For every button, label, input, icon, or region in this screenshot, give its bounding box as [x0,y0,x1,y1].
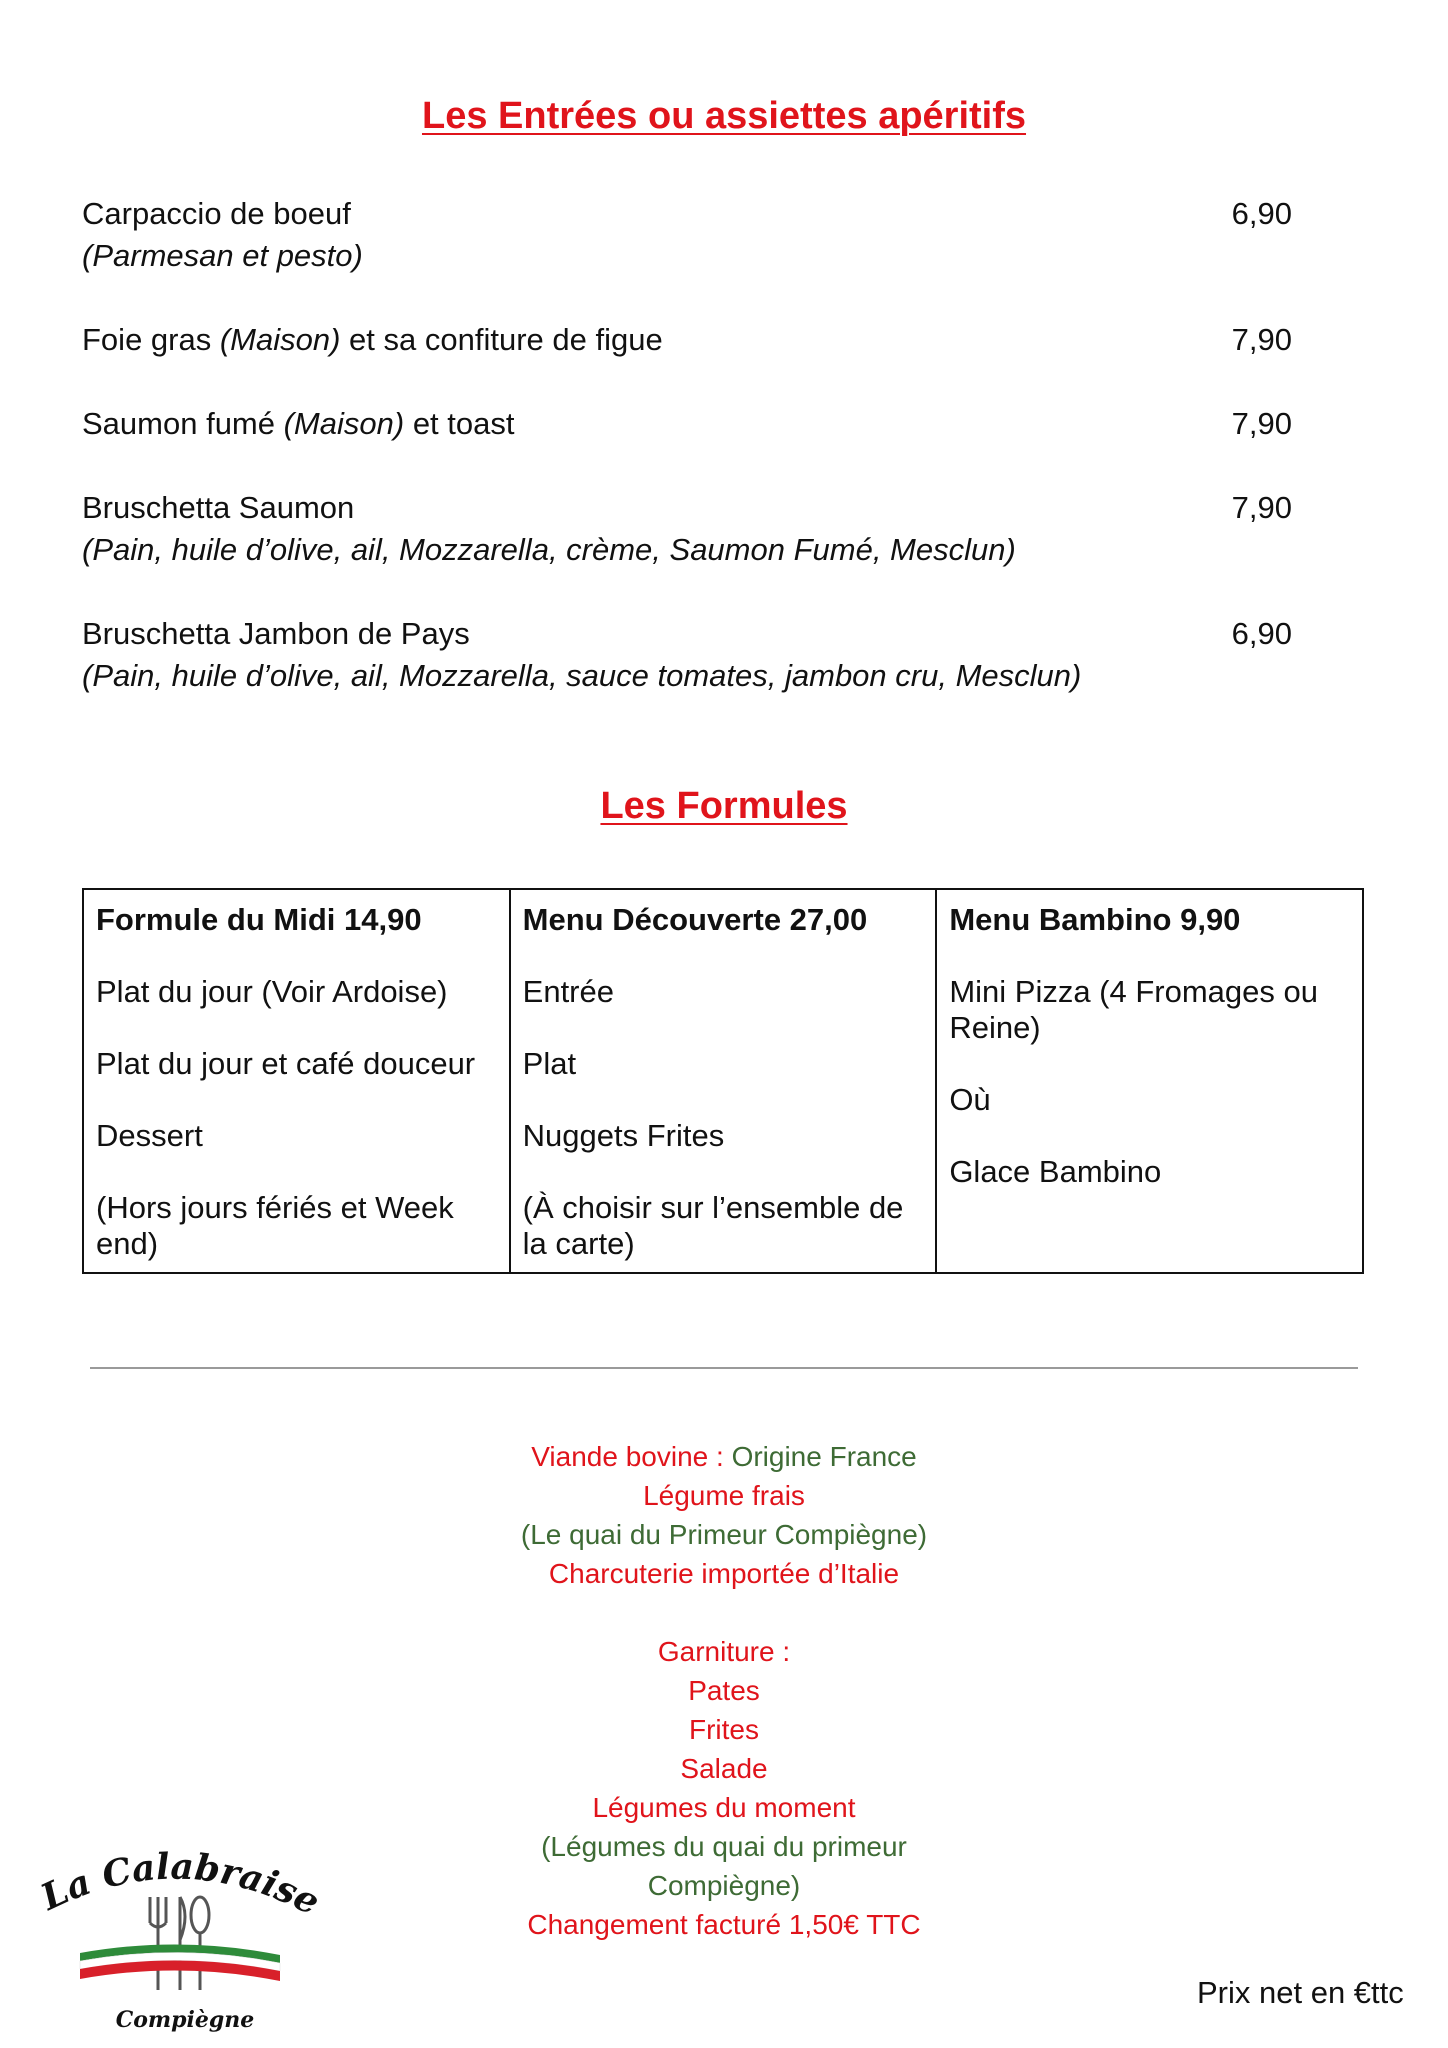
menu-item [82,319,1292,361]
item-name: Bruschetta Saumon [82,490,355,525]
item-description: (Pain, huile d’olive, ail, Mozzarella, crème, Saumon Fumé, Mesclun) [82,532,1016,567]
formule-title: Menu Bambino 9,90 [949,902,1241,937]
item-description: (Pain, huile d’olive, ail, Mozzarella, sauce tomates, jambon cru, Mesclun) [82,658,1082,693]
menu-item [82,487,1292,571]
item-price: 7,90 [1231,322,1292,357]
legume-line: Légume frais [643,1480,805,1511]
formule-item: Plat du jour (Voir Ardoise) [96,974,448,1009]
item-price: 6,90 [1231,196,1292,231]
formule-item: (À choisir sur l’ensemble de la carte) [522,1190,904,1261]
formule-item: Entrée [522,974,614,1009]
garniture-source: (Légumes du quai du primeur Compiègne) [541,1831,907,1901]
menu-item [82,193,1292,277]
formule-item: Mini Pizza (4 Fromages ou Reine) [949,974,1318,1045]
formules-table [82,888,1364,1274]
garniture-title: Garniture : [657,1636,791,1667]
svg-text:La Calabraise: a Calabrais [59,1845,304,1914]
menu-item [82,403,1292,445]
formule-item: Plat du jour et café douceur [96,1046,476,1081]
menu-bambino-cell [936,889,1363,1273]
svg-text:Compiègne: Compiègne [115,2007,255,2033]
legume-source-line: (Le quai du Primeur Compiègne) [520,1519,928,1550]
item-name: Carpaccio de boeuf [82,196,351,231]
formule-item: (Hors jours fériés et Week end) [96,1190,454,1261]
viande-line: Viande bovine : Origine France [531,1441,917,1472]
formule-title: Menu Découverte 27,00 [522,902,868,937]
garniture-item: Frites [689,1714,759,1745]
charcuterie-line: Charcuterie importée d’Italie [548,1558,900,1589]
garniture-item: Salade [680,1753,768,1784]
formule-item: Plat [522,1046,577,1081]
formule-item: Où [949,1082,991,1117]
formule-item: Nuggets Frites [522,1118,725,1153]
formule-title: Formule du Midi 14,90 [96,902,422,937]
formules-title: Les Formules [600,785,848,827]
price-note: Prix net en €ttc [1197,1975,1404,2010]
item-price: 7,90 [1231,406,1292,441]
divider [90,1367,1358,1369]
garniture-item: Pates [688,1675,760,1706]
garniture-item: Légumes du moment [592,1792,856,1823]
formule-item: Glace Bambino [949,1154,1162,1189]
item-name: Bruschetta Jambon de Pays [82,616,470,651]
formule-midi-cell [83,889,510,1273]
entrees-list [82,193,1292,739]
menu-decouverte-cell [510,889,937,1273]
item-price: 7,90 [1231,490,1292,525]
formule-item: Dessert [96,1118,203,1153]
entrees-title: Les Entrées ou assiettes apéritifs [421,95,1027,137]
item-price: 6,90 [1231,616,1292,651]
item-name: Foie gras (Maison) et sa confiture de figue [82,322,663,357]
menu-item [82,613,1292,697]
item-description: (Parmesan et pesto) [82,238,363,273]
item-name: Saumon fumé (Maison) et toast [82,406,515,441]
la-calabraise-logo [40,1805,320,2035]
changement-line: Changement facturé 1,50€ TTC [527,1909,921,1940]
